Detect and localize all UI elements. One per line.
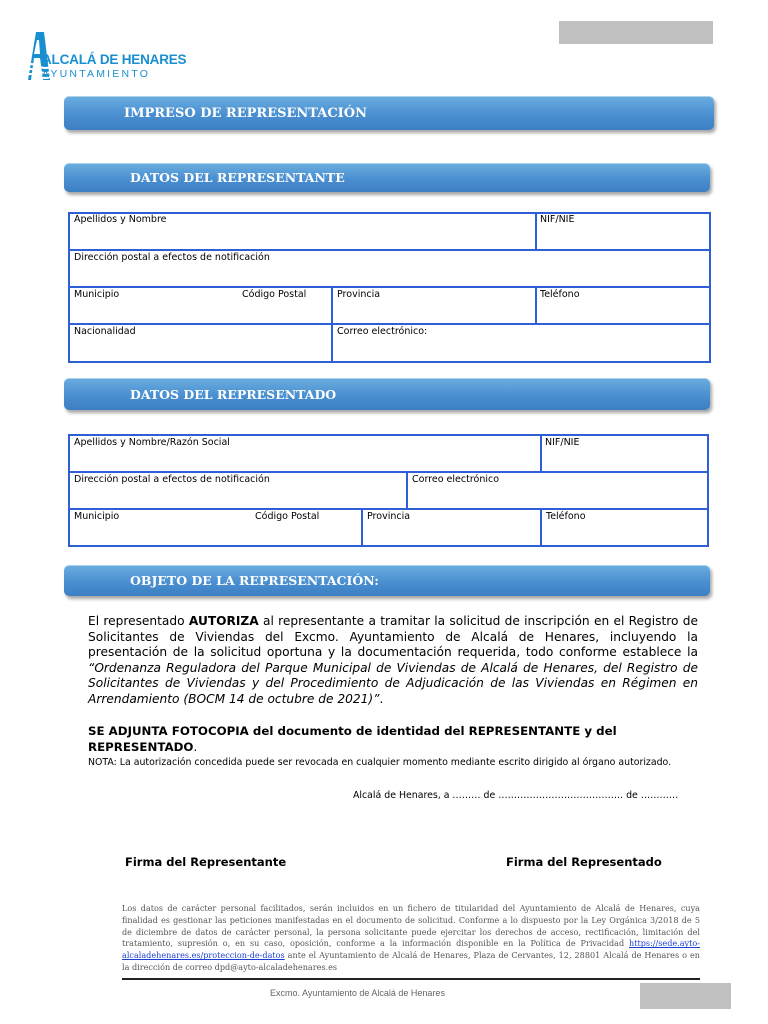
objeto-heading: OBJETO DE LA REPRESENTACIÓN: — [130, 573, 379, 588]
logo-line-1: ALCALÁ DE HENARES — [42, 52, 187, 67]
repdo-municipio-field[interactable]: Municipio — [74, 511, 120, 522]
nota-text: NOTA: La autorización concedida puede ser revocada en cualquier momento mediante escrito dirigido al órgano autorizado. — [88, 757, 672, 768]
fecha-line[interactable]: Alcalá de Henares, a ……… de …………………………………. de ………… — [353, 790, 679, 801]
representado-table — [68, 434, 709, 547]
repdo-direccion-field[interactable]: Dirección postal a efectos de notificación — [74, 474, 270, 485]
rep-nacionalidad-field[interactable]: Nacionalidad — [74, 326, 136, 337]
objeto-banner — [64, 565, 710, 596]
privacy-link[interactable]: https://sede.ayto-alcaladehenares.es/proteccion-de-datos — [122, 938, 700, 961]
rep-municipio-field[interactable]: Municipio — [74, 289, 120, 300]
footer-divider — [122, 978, 700, 980]
title-banner — [64, 96, 714, 130]
repdo-nombre-field[interactable]: Apellidos y Nombre/Razón Social — [74, 437, 230, 448]
privacy-notice: Los datos de carácter personal facilitados, serán incluidos en un fichero de titularidad del Ayuntamiento de Alcalá de Henares, cuya finalidad es gestionar las peticiones manifestadas en el documento de solicitud. Conforme a lo dispuesto por la Ley Orgánica 3/2018 de 5 de diciembre de datos de carácter personal, la persona solicitante puede ejercitar los derechos de acceso, rectificación, limitación del tratamiento, supresión o, en su caso, oposición, conforme a la información disponible en la Política de Privacidad https://sede.ayto-alcaladehenares.es/proteccion-de-datos ante el Ayuntamiento de Alcalá de Henares, Plaza de Cervantes, 12, 28801 Alcalá de Henares o en la dirección de correo dpd@ayto-alcaladehenares.es — [122, 903, 700, 972]
rep-nif-field[interactable]: NIF/NIE — [540, 214, 575, 225]
representado-banner — [64, 378, 710, 410]
representante-banner — [64, 163, 710, 192]
footer-text: Excmo. Ayuntamiento de Alcalá de Henares — [270, 988, 445, 998]
logo — [22, 30, 187, 85]
rep-direccion-field[interactable]: Dirección postal a efectos de notificación — [74, 252, 270, 263]
repdo-nif-field[interactable]: NIF/NIE — [545, 437, 580, 448]
objeto-paragraph: El representado AUTORIZA al representante a tramitar la solicitud de inscripción en el Registro de Solicitantes de Viviendas del Excmo. Ayuntamiento de Alcalá de Henares, incluyendo la presentación de la solicitud oportuna y la documentación requerida, todo conforme establece la “Ordenanza Reguladora del Parque Municipal de Viviendas de Alcalá de Henares, del Registro de Solicitantes de Viviendas y del Procedimiento de Adjudicación de las Viviendas en Régimen en Arrendamiento (BOCM 14 de octubre de 2021)”. — [88, 614, 698, 706]
logo-line-2: AYUNTAMIENTO — [42, 68, 151, 80]
rep-correo-field[interactable]: Correo electrónico: — [337, 326, 428, 337]
representante-table — [68, 212, 711, 363]
repdo-correo-field[interactable]: Correo electrónico — [412, 474, 500, 485]
rep-codigo-postal-field[interactable]: Código Postal — [242, 289, 307, 300]
header-grey-box — [559, 21, 713, 44]
repdo-telefono-field[interactable]: Teléfono — [546, 511, 586, 522]
repdo-codigo-postal-field[interactable]: Código Postal — [255, 511, 320, 522]
rep-nombre-field[interactable]: Apellidos y Nombre — [74, 214, 167, 225]
rep-provincia-field[interactable]: Provincia — [337, 289, 381, 300]
adjunta-fotocopia-text: SE ADJUNTA FOTOCOPIA del documento de identidad del REPRESENTANTE y del REPRESENTADO. — [88, 724, 617, 754]
title-banner-text: IMPRESO DE REPRESENTACIÓN — [124, 105, 367, 121]
rep-telefono-field[interactable]: Teléfono — [540, 289, 580, 300]
repdo-provincia-field[interactable]: Provincia — [367, 511, 411, 522]
firma-representado-label: Firma del Representado — [506, 855, 662, 869]
firma-representante-label: Firma del Representante — [125, 855, 287, 869]
footer-grey-box — [640, 983, 731, 1009]
representado-heading: DATOS DEL REPRESENTADO — [130, 386, 337, 402]
representante-heading: DATOS DEL REPRESENTANTE — [130, 170, 345, 185]
